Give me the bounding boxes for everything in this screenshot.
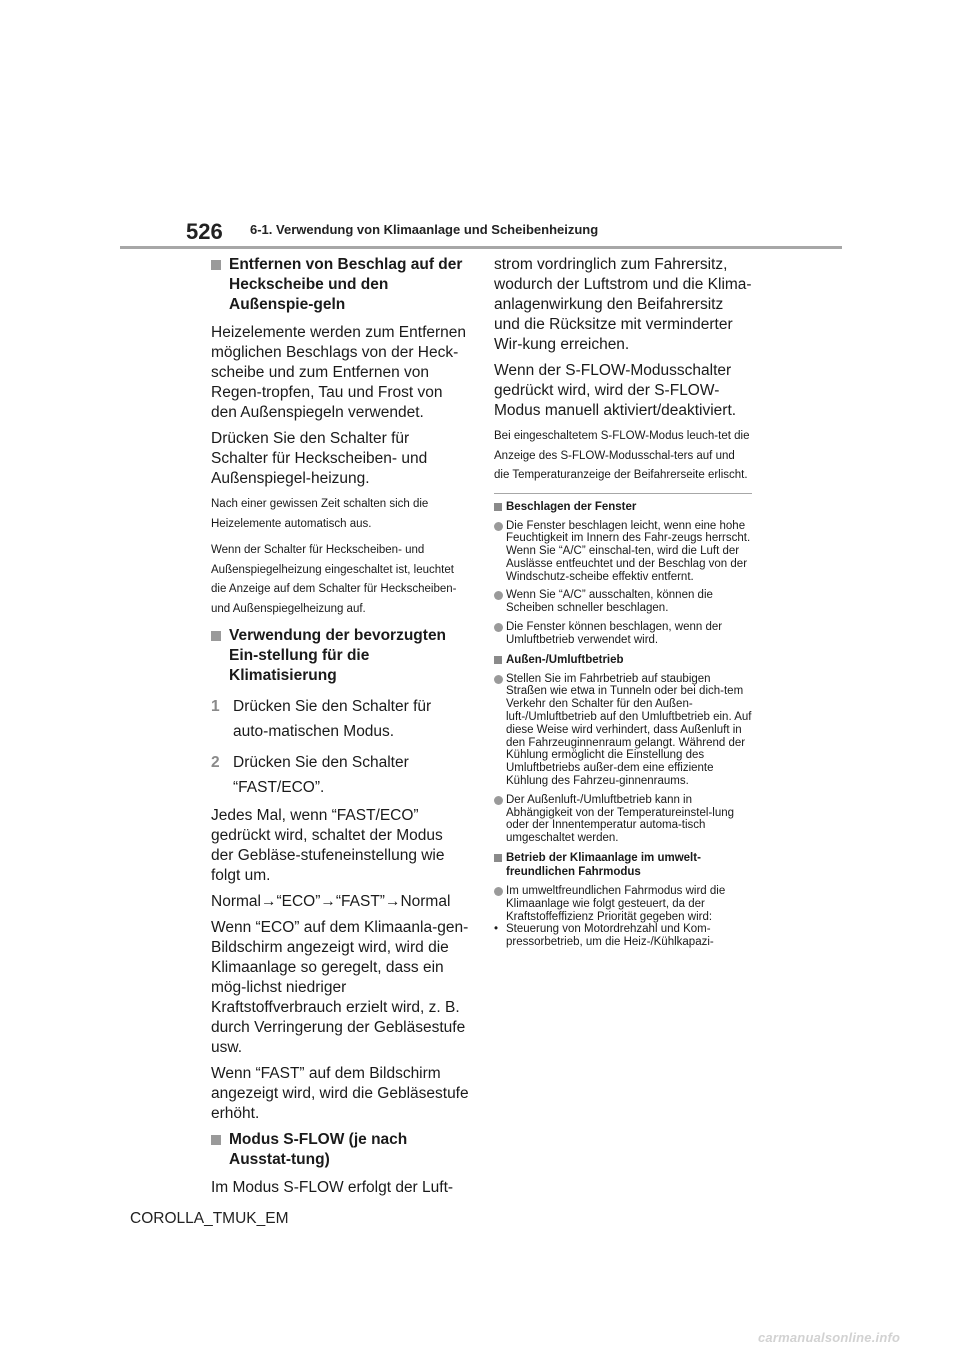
right-column — [494, 255, 752, 949]
info-heading-umluft — [494, 653, 752, 667]
watermark: carmanualsonline.info — [758, 1330, 901, 1345]
info-bullet-text: Wenn Sie “A/C” ausschalten, können die Scheiben schneller beschlagen. — [506, 589, 713, 615]
section-heading-text: Entfernen von Beschlag auf der Heckscheibe und den Außenspie-geln — [229, 256, 463, 313]
info-bullet-text: Der Außenluft-/Umluftbetrieb kann in Abhängigkeit von der Temperatureinstel-lung oder der Innentemperatur automa-tisch umgeschaltet werden. — [506, 793, 735, 845]
info-heading-text: Außen-/Umluftbetrieb — [506, 653, 624, 666]
step-text: Drücken Sie den Schalter “FAST/ECO”. — [233, 754, 409, 796]
circle-bullet-icon — [494, 522, 503, 531]
square-bullet-icon — [211, 631, 221, 641]
square-bullet-icon — [494, 503, 502, 511]
paragraph: Heizelemente werden zum Entfernen möglichen Beschlags von der Heck-scheibe und zum Entfernen von Regen-tropfen, Tau und Frost von den Außenspiegeln verwendet. — [211, 324, 467, 421]
paragraph: Wenn “FAST” auf dem Bildschirm angezeigt wird, wird die Gebläsestufe erhöht. — [211, 1065, 469, 1122]
info-bullet-text: Die Fenster beschlagen leicht, wenn eine hohe Feuchtigkeit im Innern des Fahr-zeugs herrscht. Wenn Sie “A/C” einschal-ten, wird die Luft der Auslässe entfeuchtet und der Beschlag von der Windschutz-scheibe effektiv entfernt. — [506, 519, 751, 583]
section-heading-text: Modus S-FLOW (je nach Ausstat-tung) — [229, 1131, 408, 1168]
section-heading-beschlag — [211, 255, 469, 315]
page-number: 526 — [186, 219, 223, 244]
paragraph: Wenn “ECO” auf dem Klimaanla-gen-Bildschirm angezeigt wird, wird die Klimaanlage so geregelt, dass ein mög-lichst niedriger Kraftstoffverbrauch erzielt wird, z. B. durch Verringerung der Gebläsestufe usw. — [211, 919, 469, 1056]
left-column — [211, 255, 469, 1204]
step-item — [211, 694, 469, 744]
info-bullet — [494, 621, 752, 647]
paragraph: Jedes Mal, wenn “FAST/ECO” gedrückt wird, schaltet der Modus der Gebläse-stufeneinstellung wie folgt um. — [211, 807, 445, 884]
info-heading-text: Beschlagen der Fenster — [506, 500, 637, 513]
note-text: Nach einer gewissen Zeit schalten sich die Heizelemente automatisch aus. — [211, 498, 429, 530]
circle-bullet-icon — [494, 887, 503, 896]
step-text: Drücken Sie den Schalter für auto-matischen Modus. — [233, 698, 432, 740]
info-bullet — [494, 520, 752, 584]
step-number: 2 — [211, 754, 220, 771]
info-bullet — [494, 885, 752, 923]
dot-bullet: • — [494, 923, 499, 936]
paragraph: Im Modus S-FLOW erfolgt der Luft- — [211, 1179, 454, 1196]
note-text: Wenn der Schalter für Heckscheiben- und Außenspiegelheizung eingeschaltet ist, leuchtet die Anzeige auf dem Schalter für Heckscheiben- und Außenspiegelheizung auf. — [211, 544, 457, 615]
circle-bullet-icon — [494, 591, 503, 600]
square-bullet-icon — [211, 1135, 221, 1145]
circle-bullet-icon — [494, 623, 503, 632]
info-bullet — [494, 794, 752, 845]
section-heading-text: Verwendung der bevorzugten Ein-stellung für die Klimatisierung — [229, 627, 447, 684]
square-bullet-icon — [494, 656, 502, 664]
chapter-title: 6-1. Verwendung von Klimaanlage und Scheibenheizung — [250, 222, 599, 237]
section-heading-klimatisierung — [211, 626, 469, 686]
square-bullet-icon — [211, 260, 221, 270]
info-heading-fenster — [494, 500, 752, 514]
paragraph: Wenn der S-FLOW-Modusschalter gedrückt wird, wird der S-FLOW-Modus manuell aktiviert/deaktiviert. — [494, 362, 737, 419]
info-heading-eco — [494, 851, 752, 879]
step-number: 1 — [211, 698, 220, 715]
paragraph: strom vordringlich zum Fahrersitz, wodurch der Luftstrom und die Klima-anlagenwirkung den Beifahrersitz und die Rücksitze mit verminderter Wir-kung erreichen. — [494, 256, 752, 353]
square-bullet-icon — [494, 854, 502, 862]
paragraph: Drücken Sie den Schalter für Schalter für Heckscheiben- und Außenspiegel-heizung. — [211, 430, 428, 487]
section-divider — [494, 493, 752, 494]
info-bullet-text: Im umweltfreundlichen Fahrmodus wird die Klimaanlage wie folgt gesteuert, da der Kraftstoffeffizienz Priorität gegeben wird: — [506, 885, 726, 923]
circle-bullet-icon — [494, 675, 503, 684]
note-text: Bei eingeschaltetem S-FLOW-Modus leuch-tet die Anzeige des S-FLOW-Modusschal-ters auf und die Temperaturanzeige der Beifahrerseite erlischt. — [494, 430, 750, 481]
info-bullet-text: Stellen Sie im Fahrbetrieb auf staubigen Straßen wie etwa in Tunneln oder bei dich-tem Verkehr den Schalter für den Außen-luft-/Umluftbetrieb auf den Umluftbetrieb ein. Auf diese Weise wird verhindert, dass Außenluft in den Fahrzeuginnenraum gelangt. Während der Kühlung ermöglicht die Einstellung des Umluftbetriebs außer-dem eine effiziente Kühlung des Fahrzeu-ginnenraums. — [506, 672, 752, 788]
circle-bullet-icon — [494, 796, 503, 805]
info-bullet — [494, 673, 752, 788]
info-heading-text: Betrieb der Klimaanlage im umwelt-freundlichen Fahrmodus — [506, 852, 701, 879]
footer-model-code: COROLLA_TMUK_EM — [130, 1210, 289, 1227]
header-divider — [120, 246, 842, 249]
section-heading-sflow — [211, 1130, 469, 1170]
info-bullet-text: Die Fenster können beschlagen, wenn der Umluftbetrieb verwendet wird. — [506, 621, 723, 646]
info-bullet — [494, 589, 752, 615]
sub-bullet — [494, 923, 752, 949]
sub-bullet-text: Steuerung von Motordrehzahl und Kom-pressorbetrieb, um die Heiz-/Kühlkapazi- — [506, 923, 714, 949]
mode-sequence: Normal→“ECO”→“FAST”→Normal — [211, 893, 451, 910]
step-item — [211, 750, 469, 800]
